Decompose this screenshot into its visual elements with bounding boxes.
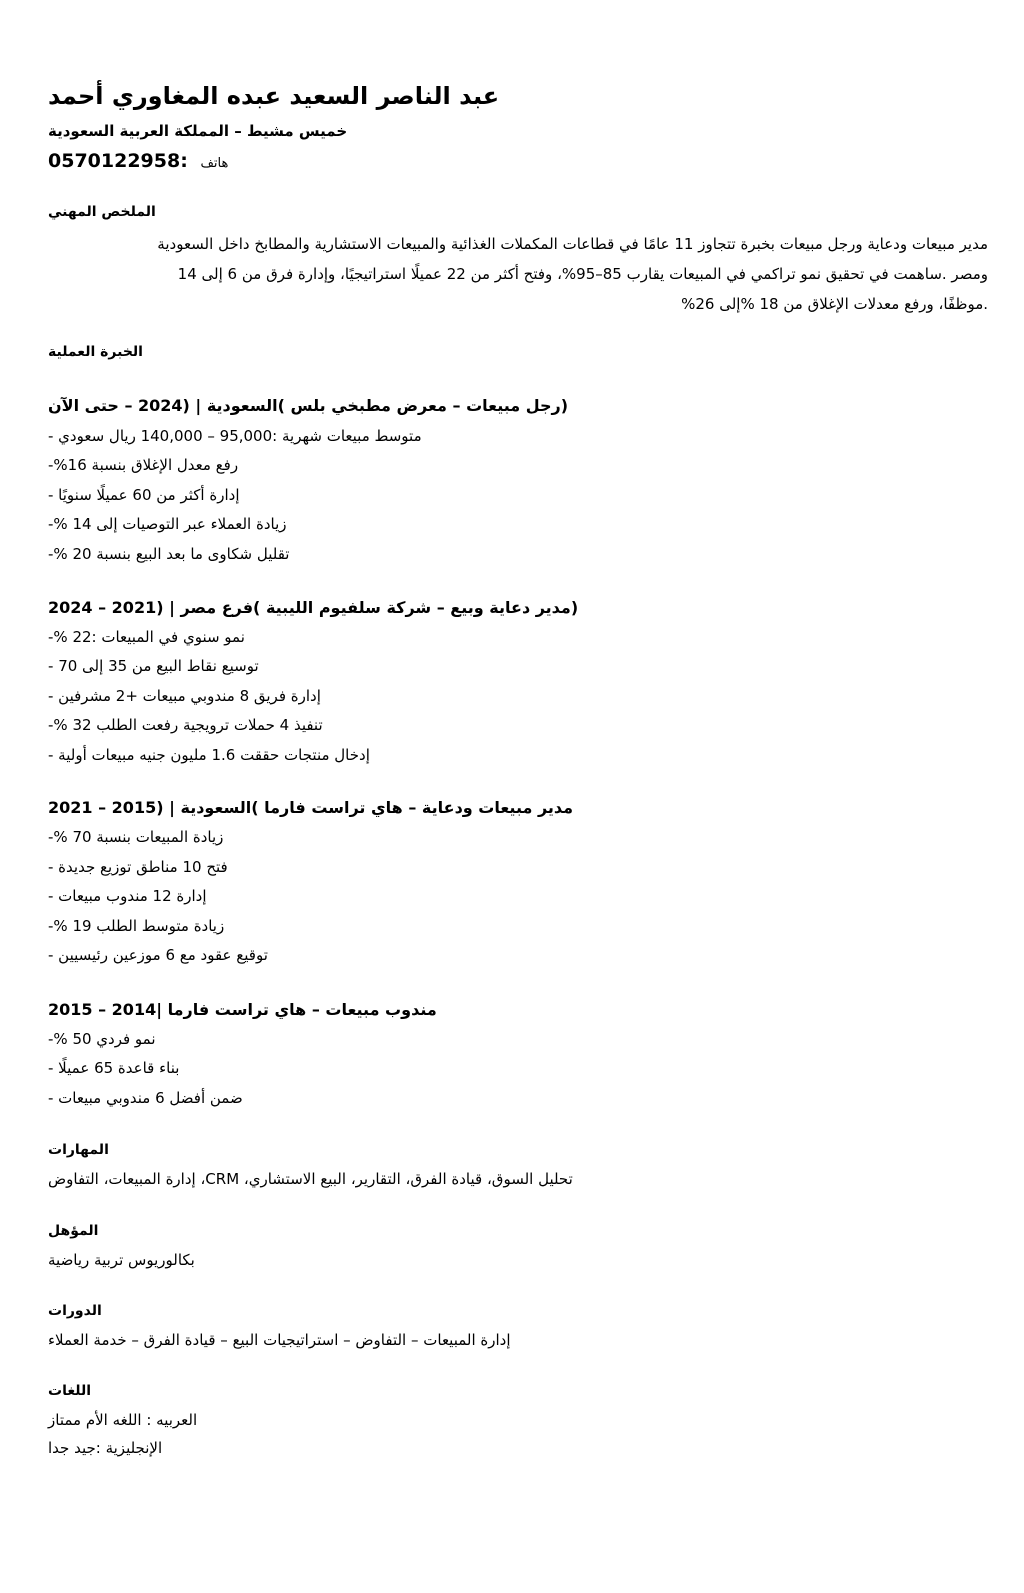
job-bullet: زيادة العملاء عبر التوصيات إلى 14 %- <box>48 515 287 533</box>
job-title: (رجل مبيعات – معرض مطبخي بلس )السعودية | (2024 – حتى الآن <box>48 396 569 415</box>
courses-text: إدارة المبيعات – التفاوض – استراتيجيات البيع – قيادة الفرق – خدمة العملاء <box>48 1331 511 1349</box>
courses-heading: الدورات <box>48 1303 102 1319</box>
job-bullet: رفع معدل الإغلاق بنسبة 16%- <box>48 456 239 474</box>
summary-line: ومصر .ساهمت في تحقيق نمو تراكمي في المبيعات يقارب 85–95%، وفتح أكثر من 22 عميلًا استراتيجيًا، وإدارة فرق من 6 إلى 14 <box>177 265 988 283</box>
job-title: مدير مبيعات ودعاية – هاي تراست فارما )السعودية | (2015 – 2021 <box>48 798 574 817</box>
job-title: (مدير دعاية وبيع – شركة سلفيوم الليبية )فرع مصر | (2021 – 2024 <box>48 598 579 617</box>
job-bullet: زيادة متوسط الطلب 19 %- <box>48 917 225 935</box>
phone-label: هاتف <box>200 156 229 171</box>
summary-line: مدير مبيعات ودعاية ورجل مبيعات بخبرة تتجاوز 11 عامًا في قطاعات المكملات الغذائية والمبيعات الاستشارية والمطابخ داخل السعودية <box>157 235 988 253</box>
applicant-name: عبد الناصر السعيد عبده المغاوري أحمد <box>48 82 500 110</box>
job-bullet: إدارة أكثر من 60 عميلًا سنويًا - <box>48 486 240 504</box>
job-bullet: متوسط مبيعات شهرية :95,000 – 140,000 ريال سعودي - <box>48 427 422 445</box>
summary-heading: الملخص المهني <box>48 204 156 220</box>
job-bullet: بناء قاعدة 65 عميلًا - <box>48 1059 180 1077</box>
job-bullet: تنفيذ 4 حملات ترويجية رفعت الطلب 32 %- <box>48 716 323 734</box>
skills-text: تحليل السوق، قيادة الفرق، التقارير، البيع الاستشاري، CRM، إدارة المبيعات، التفاوض <box>48 1170 573 1188</box>
job-bullet: إدارة فريق 8 مندوبي مبيعات +2 مشرفين - <box>48 687 321 705</box>
job-bullet: إدارة 12 مندوب مبيعات - <box>48 887 207 905</box>
job-bullet: فتح 10 مناطق توزيع جديدة - <box>48 858 228 876</box>
job-title: مندوب مبيعات – هاي تراست فارما |2014 – 2015 <box>48 1000 437 1019</box>
job-bullet: توقيع عقود مع 6 موزعين رئيسيين - <box>48 946 268 964</box>
language-item: الإنجليزية :جيد جدا <box>48 1439 163 1457</box>
qualification-heading: المؤهل <box>48 1223 99 1239</box>
job-bullet: توسيع نقاط البيع من 35 إلى 70 - <box>48 657 259 675</box>
job-bullet: تقليل شكاوى ما بعد البيع بنسبة 20 %- <box>48 545 290 563</box>
job-bullet: زيادة المبيعات بنسبة 70 %- <box>48 828 224 846</box>
qualification-text: بكالوريوس تربية رياضية <box>48 1251 195 1269</box>
summary-line: .موظفًا، ورفع معدلات الإغلاق من 18 %إلى 26% <box>681 295 988 313</box>
experience-heading: الخبرة العملية <box>48 344 143 360</box>
languages-heading: اللغات <box>48 1383 91 1399</box>
job-bullet: نمو سنوي في المبيعات :22 %- <box>48 628 245 646</box>
language-item: العربيه : اللغه الأم ممتاز <box>48 1411 198 1429</box>
job-bullet: نمو فردي 50 %- <box>48 1030 156 1048</box>
skills-heading: المهارات <box>48 1142 109 1158</box>
applicant-location: خميس مشيط – المملكة العربية السعودية <box>48 122 348 140</box>
applicant-phone <box>48 150 228 172</box>
job-bullet: ضمن أفضل 6 مندوبي مبيعات - <box>48 1089 243 1107</box>
summary-paragraph <box>48 229 988 319</box>
job-bullet: إدخال منتجات حققت 1.6 مليون جنيه مبيعات أولية - <box>48 746 370 764</box>
phone-number: 0570122958: <box>48 150 188 172</box>
